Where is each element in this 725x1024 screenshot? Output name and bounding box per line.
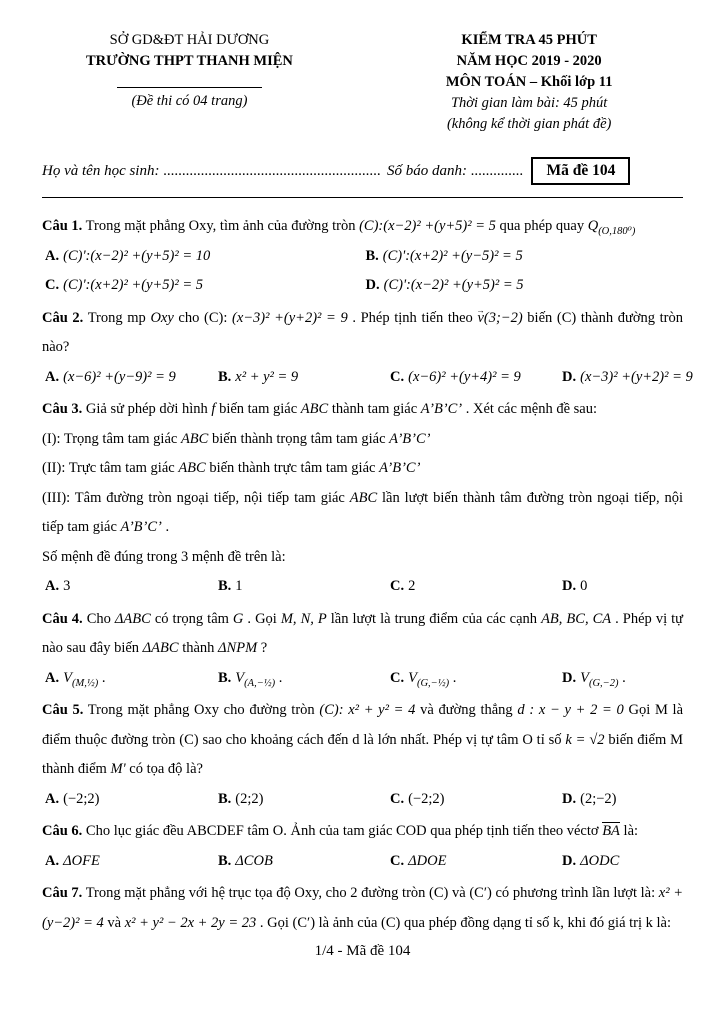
math-expression: ABC (180, 430, 209, 447)
math-expression: x² + y² − 2x + 2y = 23 (124, 914, 257, 931)
question-1-options (42, 242, 683, 301)
math-expression: (C):(x−2)² +(y+5)² = 5 (359, 218, 496, 234)
subject-grade: MÔN TOÁN – Khối lớp 11 (445, 74, 613, 90)
question-4-text: Câu 4. Cho ΔABC có trọng tâm G . Gọi M, N, P lần lượt là trung điểm của các cạnh AB, BC, CA . Phép vị tự nào sau đây biến ΔABC thành ΔNPM ? (42, 610, 684, 656)
option-letter: B. (218, 790, 232, 807)
question-4-option-B: B. $V_{(A,-\frac{1}{2})}$ . (218, 669, 283, 689)
option-letter: B. (218, 368, 232, 385)
question-3-option-B: B. 1 (218, 578, 243, 594)
option-letter: D. (562, 852, 577, 869)
question-5 (42, 696, 683, 814)
student-name-field: .......................................................... (163, 162, 381, 179)
option-letter: C. (390, 368, 405, 385)
math-expression: A’B’C’ (120, 519, 162, 535)
page-footer: 1/4 - Mã đề 104 (314, 943, 411, 959)
option-letter: A. (45, 852, 60, 869)
question-7 (42, 879, 683, 938)
question-1-option-B (363, 242, 684, 272)
page-header (42, 30, 683, 135)
question-2-text: Câu 2. Trong mp Oxy cho (C): (x−3)² +(y+2)² = 9 . Phép tịnh tiến theo v →(3;−2) biến (C) thành đường tròn nào? (42, 304, 683, 363)
math-expression: (C)':(x−2)² +(y+5)² = 10 (63, 247, 211, 264)
question-3-text: Câu 3. Giả sử phép dời hình f biến tam giác ABC thành tam giác A’B’C’ . Xét các mệnh đề sau: (42, 401, 598, 417)
question-6 (42, 817, 683, 876)
school-year: NĂM HỌC 2019 - 2020 (456, 53, 602, 69)
department-name: SỞ GD&ĐT HẢI DƯƠNG (109, 32, 270, 48)
question-2-option-A (42, 363, 215, 393)
student-info-row (42, 157, 683, 185)
question-1-option-D (363, 271, 684, 301)
option-letter: C. (390, 790, 405, 807)
option-letter: D. (562, 368, 577, 385)
question-5-option-C: C. (−2;2) (390, 790, 445, 807)
math-expression: (C)':(x−2)² +(y+5)² = 5 (383, 277, 524, 293)
header-left (42, 30, 337, 112)
vector-arrow: v → (477, 304, 483, 334)
question-3-options (42, 572, 683, 602)
question-4-option-D: D. $V_{(G,-2)}$ . (562, 669, 626, 689)
question-1-text: Câu 1. Trong mặt phẳng Oxy, tìm ảnh của đường tròn (C):(x−2)² +(y+5)² = 5 qua phép quay $Q_{(O,180^0)}$ (42, 218, 636, 237)
question-1-option-C (42, 271, 363, 301)
option-letter: C. (390, 578, 405, 594)
math-expression: $Q_{(O,180^0)}$ (587, 218, 636, 237)
math-expression: $V_{(G,-\frac{1}{2})}$ (408, 669, 450, 689)
math-expression: Oxy (150, 309, 174, 326)
question-6-option-D (559, 847, 683, 877)
math-expression: f (211, 401, 216, 417)
math-expression: (x−6)² +(y−9)² = 9 (63, 368, 176, 385)
math-expression: ΔCOB (235, 852, 273, 869)
math-expression: x² + y² = 9 (235, 368, 299, 385)
question-label: Câu 7. (42, 885, 83, 901)
question-1 (42, 212, 683, 301)
option-letter: B. (218, 852, 232, 869)
question-5-options (42, 785, 683, 815)
math-expression: A’B’C’ (389, 430, 431, 447)
math-expression: M, N, P (280, 610, 327, 627)
math-expression: ABC (300, 401, 329, 417)
vector-overbar: BA (602, 823, 620, 839)
math-expression: (x−3)² +(y+2)² = 9 (232, 309, 348, 326)
option-letter: D. (562, 669, 577, 686)
question-3-option-C: C. 2 (390, 578, 416, 594)
exam-title: KIỂM TRA 45 PHÚT (461, 32, 597, 48)
question-5-option-B: B. (2;2) (218, 790, 264, 807)
math-expression: AB, BC, CA (541, 610, 612, 627)
math-expression: (C): x² + y² = 4 (319, 702, 416, 718)
math-expression: $V_{(A,-\frac{1}{2})}$ (235, 669, 276, 689)
question-2 (42, 304, 693, 393)
exam-pages-note: (Đề thi có 04 trang) (131, 93, 248, 109)
question-label: Câu 6. (42, 823, 83, 839)
math-expression: M' (110, 761, 126, 777)
question-label: Câu 2. (42, 309, 84, 326)
math-expression: $V_{(G,-2)}$ (580, 669, 619, 689)
question-2-option-B (215, 363, 387, 393)
option-letter: A. (45, 790, 60, 807)
math-expression: d : x − y + 2 = 0 (517, 702, 624, 718)
question-7-text: Câu 7. Trong mặt phẳng với hệ trục tọa độ Oxy, cho 2 đường tròn (C) và (C′) có phương trình lần lượt là: x² +(y−2)² = 4 và x² + y² − 2x + 2y = 23 . Gọi (C′) là ảnh của (C) qua phép đồng dạng tỉ số k, khi đó giá trị k là: (42, 885, 683, 931)
question-1-option-A (42, 242, 363, 272)
question-5-option-D: D. (2;−2) (562, 790, 617, 807)
question-6-option-B (215, 847, 387, 877)
math-expression: ΔABC (142, 640, 179, 656)
question-label: Câu 3. (42, 401, 83, 417)
header-right (375, 30, 683, 135)
question-2-option-C (387, 363, 559, 393)
option-letter: A. (45, 578, 60, 594)
student-name-label: Họ và tên học sinh: (42, 162, 160, 179)
question-2-options (42, 363, 693, 393)
math-expression: v →(3;−2) (477, 310, 522, 326)
duration: Thời gian làm bài: 45 phút (450, 95, 608, 111)
option-letter: D. (562, 790, 577, 807)
option-letter: A. (45, 368, 60, 385)
option-letter: D. (562, 578, 577, 594)
option-letter: C. (45, 277, 60, 293)
question-3-text: (III): Tâm đường tròn ngoại tiếp, nội tiếp tam giác ABC lần lượt biến thành tâm đường tròn ngoại tiếp, nội tiếp tam giác A’B’C’ . (42, 489, 683, 535)
header-divider-line (117, 87, 262, 88)
math-expression: ΔABC (114, 610, 151, 627)
question-4-option-C: C. $V_{(G,-\frac{1}{2})}$ . (390, 669, 457, 689)
math-expression: x² +(y−2)² = 4 (42, 885, 683, 931)
student-id-field: .............. (470, 162, 524, 179)
math-expression: ΔNPM (218, 640, 258, 656)
math-expression: ABC (178, 460, 206, 476)
math-expression: G (232, 610, 244, 627)
option-letter: A. (45, 247, 60, 264)
exam-code-box: Mã đề 104 (531, 157, 630, 185)
question-4 (42, 605, 683, 694)
school-name: TRƯỜNG THPT THANH MIỆN (85, 53, 293, 69)
question-label: Câu 5. (42, 702, 84, 718)
header-separator-line (42, 197, 683, 198)
math-expression: A’B’C’ (379, 460, 421, 476)
option-letter: C. (390, 669, 405, 686)
questions (42, 212, 693, 938)
question-4-options (42, 664, 683, 694)
question-3-option-D: D. 0 (562, 578, 588, 594)
question-6-options (42, 847, 683, 877)
option-letter: C. (390, 852, 405, 869)
math-expression: A’B’C’ (420, 401, 463, 417)
option-letter: A. (45, 669, 60, 686)
question-3-text: (II): Trực tâm tam giác ABC biến thành trực tâm tam giác A’B’C’ (42, 460, 421, 476)
student-id-label: Số báo danh: (386, 162, 467, 179)
math-expression: k = √2 (565, 731, 605, 748)
question-5-option-A: A. (−2;2) (45, 790, 100, 807)
question-6-option-A (42, 847, 215, 877)
question-3-text: (I): Trọng tâm tam giác ABC biến thành trọng tâm tam giác A’B’C’ (42, 430, 431, 447)
math-expression (602, 823, 620, 839)
duration-note: (không kể thời gian phát đề) (446, 116, 612, 132)
question-3 (42, 395, 683, 602)
question-label: Câu 1. (42, 218, 83, 234)
question-3-option-A: A. 3 (45, 578, 71, 594)
question-label: Câu 4. (42, 610, 83, 627)
question-6-text: Câu 6. Cho lục giác đều ABCDEF tâm O. Ảnh của tam giác COD qua phép tịnh tiến theo véctơ BA là: (42, 823, 639, 839)
math-expression: (C)':(x+2)² +(y+5)² = 5 (63, 277, 204, 293)
math-expression: ABC (349, 489, 378, 506)
math-expression: ΔODC (580, 852, 620, 869)
math-expression: $V_{(M,\frac{1}{2})}$ (63, 669, 99, 689)
question-6-option-C (387, 847, 559, 877)
option-letter: B. (218, 578, 232, 594)
option-letter: B. (218, 669, 232, 686)
question-3-text: Số mệnh đề đúng trong 3 mệnh đề trên là: (42, 548, 286, 565)
question-2-option-D (559, 363, 693, 393)
math-expression: (C)':(x+2)² +(y−5)² = 5 (382, 247, 523, 264)
option-letter: B. (365, 247, 379, 264)
math-expression: (x−3)² +(y+2)² = 9 (580, 368, 693, 385)
option-letter: D. (365, 277, 380, 293)
question-4-option-A: A. $V_{(M,\frac{1}{2})}$ . (45, 669, 106, 689)
math-expression: (x−6)² +(y+4)² = 9 (408, 368, 521, 385)
math-expression: ΔDOE (408, 852, 447, 869)
question-5-text: Câu 5. Trong mặt phẳng Oxy cho đường tròn (C): x² + y² = 4 và đường thẳng d : x − y + 2 = 0 Gọi M là điểm thuộc đường tròn (C) sao cho khoảng cách đến d là lớn nhất. Phép vị tự tâm O tỉ số k = √2 biến điểm M thành điểm M' có tọa độ là? (42, 702, 684, 777)
math-expression: ΔOFE (63, 852, 100, 869)
